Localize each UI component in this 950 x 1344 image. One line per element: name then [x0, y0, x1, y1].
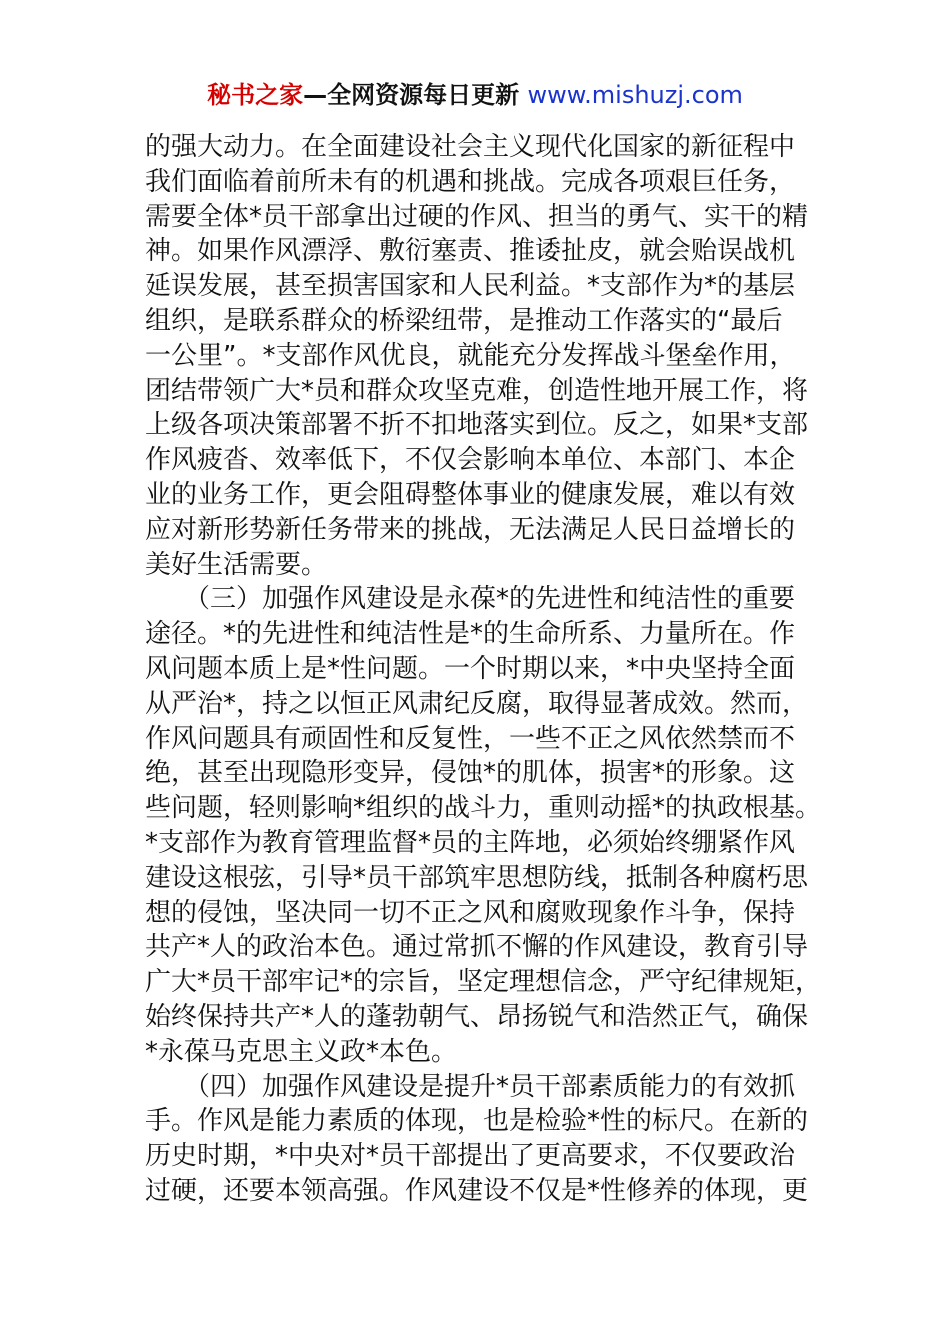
text-line: 美好生活需要。	[145, 549, 328, 580]
text-line: 手。作风是能力素质的体现，也是检验*性的标尺。在新的	[145, 1106, 809, 1137]
document-body	[145, 130, 822, 1209]
text-line: 始终保持共产*人的蓬勃朝气、昂扬锐气和浩然正气，确保	[145, 1001, 809, 1032]
text-line: 广大*员干部牢记*的宗旨，坚定理想信念，严守纪律规矩，	[145, 967, 822, 998]
text-line: 作风问题具有顽固性和反复性，一些不正之风依然禁而不	[145, 723, 796, 754]
text-line: 一公里”。*支部作风优良，就能充分发挥战斗堡垒作用，	[145, 340, 796, 371]
header-brand: 秘书之家	[207, 81, 304, 109]
text-line: 风问题本质上是*性问题。一个时期以来，*中央坚持全面	[145, 653, 796, 684]
text-line: 共产*人的政治本色。通过常抓不懈的作风建设，教育引导	[145, 932, 809, 963]
page-header	[0, 78, 950, 112]
text-line: 绝，甚至出现隐形变异，侵蚀*的肌体，损害*的形象。这	[145, 758, 796, 789]
text-line: 团结带领广大*员和群众攻坚克难，创造性地开展工作，将	[145, 375, 809, 406]
text-line: 过硬，还要本领高强。作风建设不仅是*性修养的体现，更	[145, 1175, 809, 1206]
text-line: 上级各项决策部署不折不扣地落实到位。反之，如果*支部	[145, 410, 809, 441]
text-line: 作风疲沓、效率低下，不仅会影响本单位、本部门、本企	[145, 445, 796, 476]
text-line: 途径。*的先进性和纯洁性是*的生命所系、力量所在。作	[145, 619, 796, 650]
text-line: 组织，是联系群众的桥梁纽带，是推动工作落实的“最后	[145, 305, 783, 336]
text-line: 些问题，轻则影响*组织的战斗力，重则动摇*的执政根基。	[145, 793, 822, 824]
text-line: 我们面临着前所未有的机遇和挑战。完成各项艰巨任务，	[145, 166, 796, 197]
text-line: 的强大动力。在全面建设社会主义现代化国家的新征程中	[145, 132, 796, 162]
text-line: （三）加强作风建设是永葆*的先进性和纯洁性的重要	[145, 584, 796, 615]
text-line: 延误发展，甚至损害国家和人民利益。*支部作为*的基层	[145, 271, 796, 302]
text-line: *永葆马克思主义政*本色。	[145, 1036, 458, 1067]
text-line: 应对新形势新任务带来的挑战，无法满足人民日益增长的	[145, 514, 796, 545]
text-line: *支部作为教育管理监督*员的主阵地，必须始终绷紧作风	[145, 827, 796, 858]
header-slogan: —全网资源每日更新	[303, 81, 520, 109]
text-line: 需要全体*员干部拿出过硬的作风、担当的勇气、实干的精	[145, 201, 809, 232]
text-line: 神。如果作风漂浮、敷衍塞责、推诿扯皮，就会贻误战机	[145, 236, 796, 267]
text-line: 业的业务工作，更会阻碍整体事业的健康发展，难以有效	[145, 479, 796, 510]
header-url[interactable]: www.mishuzj.com	[527, 81, 743, 109]
text-line: 历史时期，*中央对*员干部提出了更高要求，不仅要政治	[145, 1141, 796, 1172]
text-line: 建设这根弦，引导*员干部筑牢思想防线，抵制各种腐朽思	[145, 862, 809, 893]
text-line: （四）加强作风建设是提升*员干部素质能力的有效抓	[145, 1071, 796, 1102]
text-line: 想的侵蚀，坚决同一切不正之风和腐败现象作斗争，保持	[145, 897, 796, 928]
text-line: 从严治*，持之以恒正风肃纪反腐，取得显著成效。然而，	[145, 688, 809, 719]
